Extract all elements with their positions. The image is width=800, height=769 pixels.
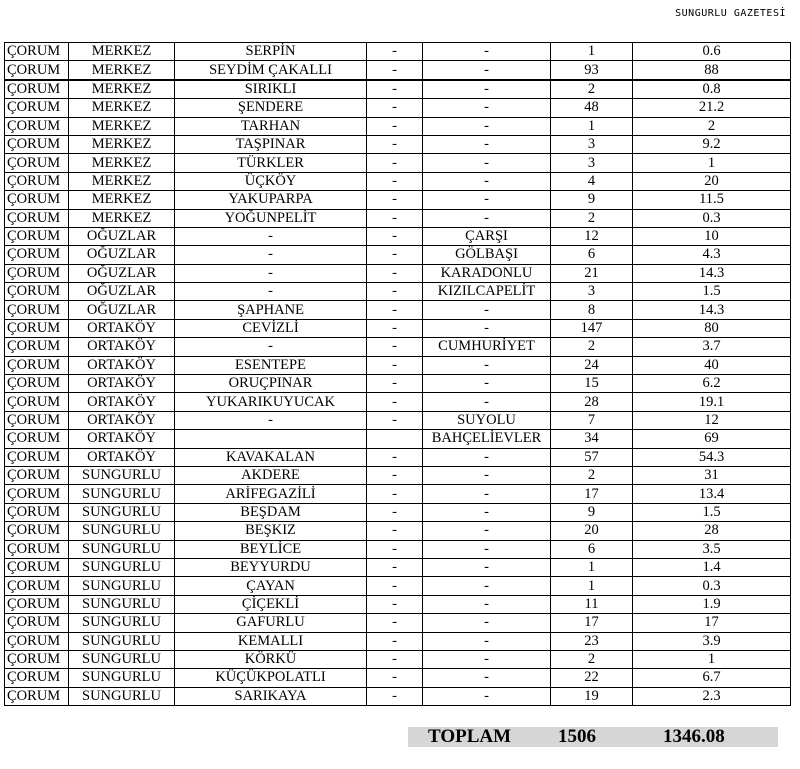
table-cell: 31 (633, 466, 791, 484)
table-cell: 34 (551, 430, 633, 448)
table-cell: 2 (633, 117, 791, 135)
table-cell: ORTAKÖY (69, 356, 175, 374)
newspaper-source-label: SUNGURLU GAZETESİ (675, 8, 786, 19)
table-cell: - (367, 687, 423, 705)
table-row (5, 485, 791, 503)
table-row (5, 338, 791, 356)
table-cell: SUNGURLU (69, 669, 175, 687)
table-cell: ÇORUM (5, 595, 69, 613)
table-cell: SUNGURLU (69, 650, 175, 668)
table-cell: 3.9 (633, 632, 791, 650)
table-cell: 7 (551, 411, 633, 429)
table-cell: - (423, 80, 551, 99)
table-cell: - (423, 448, 551, 466)
table-cell: 69 (633, 430, 791, 448)
table-cell: ÇORUM (5, 117, 69, 135)
table-cell: 1.5 (633, 503, 791, 521)
table-cell: 40 (633, 356, 791, 374)
table-cell: 57 (551, 448, 633, 466)
table-row (5, 558, 791, 576)
table-cell: 48 (551, 99, 633, 117)
table-cell: KAVAKALAN (175, 448, 367, 466)
table-cell: OĞUZLAR (69, 264, 175, 282)
table-cell: ESENTEPE (175, 356, 367, 374)
table-cell: BAHÇELİEVLER (423, 430, 551, 448)
table-cell: - (367, 283, 423, 301)
table-cell: KÖRKÜ (175, 650, 367, 668)
table-cell: - (367, 43, 423, 61)
table-cell: - (367, 117, 423, 135)
table-cell: ORTAKÖY (69, 375, 175, 393)
table-cell: 24 (551, 356, 633, 374)
table-row (5, 522, 791, 540)
table-row (5, 43, 791, 61)
table-cell: - (423, 540, 551, 558)
table-cell: OĞUZLAR (69, 246, 175, 264)
table-row (5, 466, 791, 484)
table-cell: SUNGURLU (69, 522, 175, 540)
table-cell: ÇORUM (5, 135, 69, 153)
table-cell: 0.6 (633, 43, 791, 61)
table-cell: - (423, 522, 551, 540)
table-cell: 8 (551, 301, 633, 319)
table-cell: ÇORUM (5, 154, 69, 172)
table-cell: 1 (551, 577, 633, 595)
table-cell: KEMALLI (175, 632, 367, 650)
table-cell: ÇORUM (5, 485, 69, 503)
table-cell: - (423, 135, 551, 153)
table-cell: - (423, 614, 551, 632)
table-cell: - (367, 172, 423, 190)
table-cell: 2 (551, 209, 633, 227)
table-cell: KÜÇÜKPOLATLI (175, 669, 367, 687)
table-cell: GAFURLU (175, 614, 367, 632)
table-cell: 9 (551, 191, 633, 209)
table-cell: 1 (551, 43, 633, 61)
table-cell: ÇORUM (5, 503, 69, 521)
table-cell: - (423, 375, 551, 393)
table-cell: ÇORUM (5, 375, 69, 393)
table-row (5, 283, 791, 301)
table-cell: ÇORUM (5, 650, 69, 668)
table-cell: 6.7 (633, 669, 791, 687)
table-cell: - (367, 61, 423, 80)
table-cell: 22 (551, 669, 633, 687)
table-cell: TARHAN (175, 117, 367, 135)
table-cell: - (423, 319, 551, 337)
table-cell: 19.1 (633, 393, 791, 411)
table-row (5, 117, 791, 135)
table-row (5, 356, 791, 374)
table-cell: - (423, 117, 551, 135)
table-cell: 3 (551, 135, 633, 153)
table-cell: 6.2 (633, 375, 791, 393)
table-row (5, 669, 791, 687)
table-cell: ÇORUM (5, 80, 69, 99)
total-area: 1346.08 (663, 726, 725, 747)
table-cell: ÇİÇEKLİ (175, 595, 367, 613)
table-cell: 1 (551, 558, 633, 576)
table-cell: - (423, 669, 551, 687)
table-cell: 1 (633, 650, 791, 668)
table-cell: 1.5 (633, 283, 791, 301)
table-cell: 28 (633, 522, 791, 540)
table-row (5, 393, 791, 411)
table-cell: SERPİN (175, 43, 367, 61)
table-cell: MERKEZ (69, 154, 175, 172)
table-cell: ÜÇKÖY (175, 172, 367, 190)
table-cell: SUNGURLU (69, 485, 175, 503)
table-row (5, 246, 791, 264)
table-cell: OĞUZLAR (69, 301, 175, 319)
table-cell: - (367, 191, 423, 209)
table-row (5, 411, 791, 429)
table-cell: - (367, 246, 423, 264)
table-cell: 88 (633, 61, 791, 80)
table-cell: ARİFEGAZİLİ (175, 485, 367, 503)
table-cell: ÇORUM (5, 209, 69, 227)
table-cell: KIZILCAPELİT (423, 283, 551, 301)
table-cell: ÇORUM (5, 356, 69, 374)
table-cell: ÇORUM (5, 319, 69, 337)
table-cell: - (367, 356, 423, 374)
table-cell: ÇORUM (5, 687, 69, 705)
table-cell: 21.2 (633, 99, 791, 117)
table-cell: - (423, 99, 551, 117)
table-cell: BEYLİCE (175, 540, 367, 558)
table-cell: - (367, 99, 423, 117)
total-count: 1506 (558, 726, 596, 747)
table-cell: 147 (551, 319, 633, 337)
table-cell: 2 (551, 650, 633, 668)
table-cell: MERKEZ (69, 191, 175, 209)
table-cell: ÇORUM (5, 43, 69, 61)
table-cell: - (175, 246, 367, 264)
table-cell: ORTAKÖY (69, 430, 175, 448)
table-cell: ÇORUM (5, 246, 69, 264)
table-cell: 93 (551, 61, 633, 80)
table-cell: ŞENDERE (175, 99, 367, 117)
table-row (5, 448, 791, 466)
table-cell: ÇORUM (5, 191, 69, 209)
table-row (5, 227, 791, 245)
table-row (5, 687, 791, 705)
table-cell: MERKEZ (69, 61, 175, 80)
table-cell: SUNGURLU (69, 558, 175, 576)
table-cell: 3 (551, 154, 633, 172)
table-row (5, 191, 791, 209)
table-cell: SUNGURLU (69, 503, 175, 521)
table-cell: 0.8 (633, 80, 791, 99)
table-cell: - (367, 485, 423, 503)
table-cell: - (423, 595, 551, 613)
table-cell: 4 (551, 172, 633, 190)
table-cell: ORTAKÖY (69, 319, 175, 337)
table-cell: ÇORUM (5, 540, 69, 558)
table-cell: ÇORUM (5, 411, 69, 429)
table-cell: 2 (551, 80, 633, 99)
table-cell: - (367, 595, 423, 613)
table-cell: SEYDİM ÇAKALLI (175, 61, 367, 80)
table-cell: ÇORUM (5, 301, 69, 319)
table-cell: ÇORUM (5, 172, 69, 190)
table-cell: - (175, 411, 367, 429)
table-cell: - (423, 191, 551, 209)
table-cell: 0.3 (633, 209, 791, 227)
table-cell: 14.3 (633, 301, 791, 319)
table-row (5, 99, 791, 117)
table-cell: ÇORUM (5, 99, 69, 117)
table-row (5, 154, 791, 172)
table-row (5, 264, 791, 282)
table-cell: OĞUZLAR (69, 227, 175, 245)
table-cell: BEŞDAM (175, 503, 367, 521)
table-cell: - (367, 338, 423, 356)
table-cell: 11.5 (633, 191, 791, 209)
table-cell: - (367, 503, 423, 521)
table-cell: - (423, 43, 551, 61)
table-cell: GÖLBAŞI (423, 246, 551, 264)
table-cell: - (367, 135, 423, 153)
table-cell: ÇORUM (5, 522, 69, 540)
table-cell: - (367, 669, 423, 687)
table-cell: SARIKAYA (175, 687, 367, 705)
table-cell: 17 (551, 485, 633, 503)
table-cell: 12 (551, 227, 633, 245)
table-cell: - (423, 558, 551, 576)
table-cell: - (367, 393, 423, 411)
table-cell: - (367, 466, 423, 484)
table-cell: - (367, 650, 423, 668)
table-cell: - (423, 503, 551, 521)
table-cell: 14.3 (633, 264, 791, 282)
table-row (5, 595, 791, 613)
table-cell: 80 (633, 319, 791, 337)
table-cell: 1 (633, 154, 791, 172)
table-cell: ÇORUM (5, 264, 69, 282)
table-cell: MERKEZ (69, 43, 175, 61)
table-cell: ÇORUM (5, 227, 69, 245)
table-cell: 2.3 (633, 687, 791, 705)
table-cell: - (367, 448, 423, 466)
table-cell: ORTAKÖY (69, 448, 175, 466)
table-cell: 13.4 (633, 485, 791, 503)
table-cell: SUNGURLU (69, 595, 175, 613)
table-cell: ORTAKÖY (69, 411, 175, 429)
table-cell: - (175, 264, 367, 282)
table-cell: 3 (551, 283, 633, 301)
table-row (5, 172, 791, 190)
table-cell: - (423, 577, 551, 595)
table-row (5, 430, 791, 448)
table-cell: ORUÇPINAR (175, 375, 367, 393)
table-cell: 11 (551, 595, 633, 613)
table-cell: SUYOLU (423, 411, 551, 429)
table-cell: 17 (551, 614, 633, 632)
table-cell: - (175, 227, 367, 245)
table-cell: - (423, 466, 551, 484)
table-cell: - (367, 319, 423, 337)
table-cell: ÇORUM (5, 393, 69, 411)
table-cell: ÇORUM (5, 614, 69, 632)
table-cell: 1.9 (633, 595, 791, 613)
table-cell: - (367, 522, 423, 540)
table-cell: MERKEZ (69, 99, 175, 117)
table-cell (367, 430, 423, 448)
table-cell: - (423, 687, 551, 705)
table-cell: CEVİZLİ (175, 319, 367, 337)
table-row (5, 577, 791, 595)
table-cell: ÇORUM (5, 577, 69, 595)
table-cell: 9 (551, 503, 633, 521)
table-row (5, 135, 791, 153)
table-cell: - (367, 577, 423, 595)
table-cell: - (367, 209, 423, 227)
table-cell: SUNGURLU (69, 687, 175, 705)
table-row (5, 540, 791, 558)
table-cell: - (367, 540, 423, 558)
table-cell: ÇORUM (5, 338, 69, 356)
table-cell: YUKARIKUYUCAK (175, 393, 367, 411)
table-cell: SUNGURLU (69, 632, 175, 650)
table-cell: ORTAKÖY (69, 338, 175, 356)
table-row (5, 301, 791, 319)
table-cell: BEYYURDU (175, 558, 367, 576)
table-cell: - (423, 209, 551, 227)
table-cell: 0.3 (633, 577, 791, 595)
table-cell: - (423, 632, 551, 650)
table-cell: 23 (551, 632, 633, 650)
table-cell: TÜRKLER (175, 154, 367, 172)
table-cell: SUNGURLU (69, 540, 175, 558)
table-cell: - (423, 356, 551, 374)
table-cell: ŞAPHANE (175, 301, 367, 319)
table-cell: SUNGURLU (69, 466, 175, 484)
table-cell: - (367, 375, 423, 393)
table-row (5, 80, 791, 99)
table-cell: KARADONLU (423, 264, 551, 282)
table-cell: 9.2 (633, 135, 791, 153)
table-cell: ÇORUM (5, 558, 69, 576)
table-cell: 4.3 (633, 246, 791, 264)
table-cell: - (423, 61, 551, 80)
table-cell: 2 (551, 466, 633, 484)
table-cell: 6 (551, 246, 633, 264)
table-row (5, 632, 791, 650)
table-cell: ÇORUM (5, 632, 69, 650)
table-cell: 54.3 (633, 448, 791, 466)
table-cell: 20 (551, 522, 633, 540)
table-cell: ÇORUM (5, 61, 69, 80)
table-row (5, 503, 791, 521)
table-cell: 1 (551, 117, 633, 135)
table-cell: 28 (551, 393, 633, 411)
table-cell: AKDERE (175, 466, 367, 484)
table-cell: ÇORUM (5, 283, 69, 301)
table-cell: - (423, 650, 551, 668)
table-row (5, 61, 791, 80)
table-cell: 6 (551, 540, 633, 558)
table-body (5, 43, 791, 706)
table-cell: - (367, 301, 423, 319)
table-cell: SUNGURLU (69, 577, 175, 595)
table-cell: 15 (551, 375, 633, 393)
table-cell: SIRIKLI (175, 80, 367, 99)
table-cell: 12 (633, 411, 791, 429)
table-cell: - (367, 558, 423, 576)
table-cell: ÇORUM (5, 430, 69, 448)
total-label: TOPLAM (428, 726, 512, 747)
table-cell: SUNGURLU (69, 614, 175, 632)
table-cell: 10 (633, 227, 791, 245)
table-cell: - (423, 301, 551, 319)
table-cell: MERKEZ (69, 172, 175, 190)
table-cell: - (367, 411, 423, 429)
table-cell: 17 (633, 614, 791, 632)
table-cell: BEŞKIZ (175, 522, 367, 540)
table-row (5, 614, 791, 632)
table-cell: TAŞPINAR (175, 135, 367, 153)
table-cell: 3.7 (633, 338, 791, 356)
table-cell: ÇARŞI (423, 227, 551, 245)
table-cell: - (367, 632, 423, 650)
table-cell: - (367, 227, 423, 245)
table-cell: ÇORUM (5, 448, 69, 466)
table-row (5, 650, 791, 668)
table-cell: - (423, 485, 551, 503)
table-cell: 1.4 (633, 558, 791, 576)
table-cell: - (423, 172, 551, 190)
table-cell: 19 (551, 687, 633, 705)
table-cell: 20 (633, 172, 791, 190)
total-bar (408, 727, 778, 747)
table-row (5, 375, 791, 393)
table-row (5, 319, 791, 337)
table-cell: - (367, 614, 423, 632)
table-cell: - (367, 264, 423, 282)
table-cell: ÇORUM (5, 669, 69, 687)
table-cell: OĞUZLAR (69, 283, 175, 301)
table-cell: ÇAYAN (175, 577, 367, 595)
table-cell: - (423, 393, 551, 411)
table-cell (175, 430, 367, 448)
data-table (4, 42, 791, 706)
table-cell: MERKEZ (69, 209, 175, 227)
table-cell: - (367, 80, 423, 99)
table-cell: - (423, 154, 551, 172)
table-cell: 2 (551, 338, 633, 356)
table-cell: ÇORUM (5, 466, 69, 484)
table-cell: MERKEZ (69, 135, 175, 153)
table-cell: - (175, 283, 367, 301)
table-cell: 21 (551, 264, 633, 282)
table-cell: MERKEZ (69, 80, 175, 99)
table-cell: 3.5 (633, 540, 791, 558)
table-cell: CUMHURİYET (423, 338, 551, 356)
table-cell: - (175, 338, 367, 356)
table-row (5, 209, 791, 227)
table-cell: - (367, 154, 423, 172)
table-cell: YAKUPARPA (175, 191, 367, 209)
table-cell: YOĞUNPELİT (175, 209, 367, 227)
table-cell: ORTAKÖY (69, 393, 175, 411)
table-cell: MERKEZ (69, 117, 175, 135)
